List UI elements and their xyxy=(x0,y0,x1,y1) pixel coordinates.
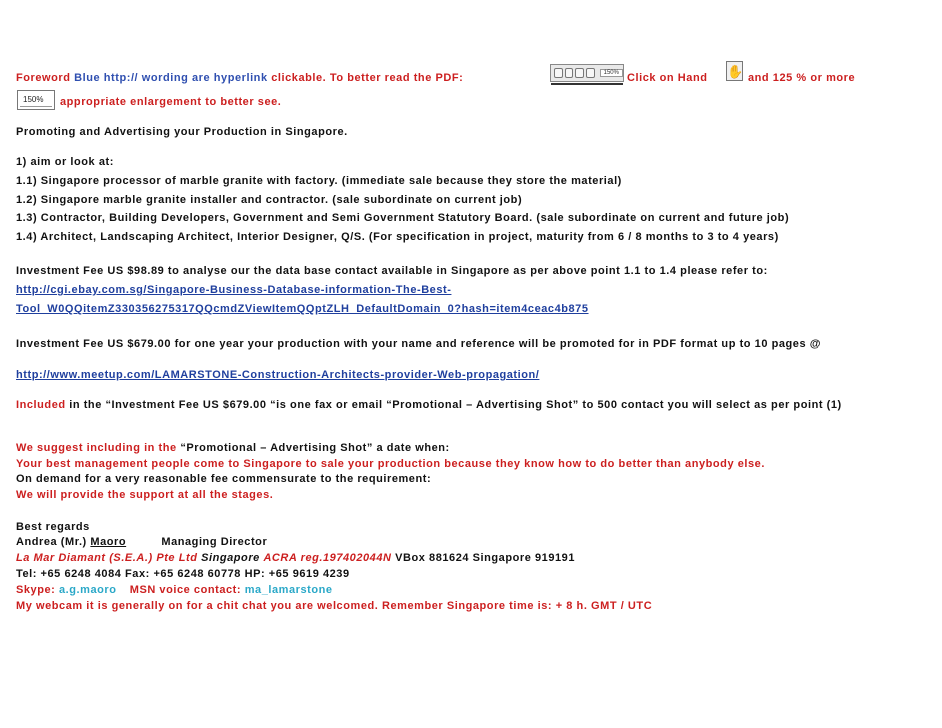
included-line xyxy=(16,399,842,411)
foreword-hyperlink-note: Blue http:// wording are hyperlink xyxy=(74,72,268,84)
foreword-line-1 xyxy=(16,72,463,84)
company-name: La Mar Diamant (S.E.A.) Pte Ltd xyxy=(16,552,198,564)
phone-line: Tel: +65 6248 4084 Fax: +65 6248 60778 HP: +65 9619 4239 xyxy=(16,568,350,580)
zoom-instruction: and 125 % or more xyxy=(748,72,856,84)
toolbar-icon xyxy=(554,68,563,78)
surname: Maoro xyxy=(90,536,127,548)
toolbar-zoom-value: 150% xyxy=(600,69,623,77)
company-city: Singapore xyxy=(201,552,260,564)
aim-item: 1.3) Contractor, Building Developers, Government and Semi Government Statutory Board. (sale subordinate on current and future job) xyxy=(16,212,790,224)
toolbar-icon xyxy=(586,68,595,78)
zoom-level-box xyxy=(17,90,55,110)
toolbar-icon xyxy=(575,68,584,78)
foreword-label: Foreword xyxy=(16,72,71,84)
msn-label: MSN voice contact: xyxy=(129,584,242,596)
investment-fee-2: Investment Fee US $679.00 for one year your production with your name and reference will be promoted for in PDF format up to 10 pages @ xyxy=(16,338,822,350)
included-word: Included xyxy=(16,399,66,411)
suggest-black: “Promotional – Advertising Shot” a date when: xyxy=(180,442,450,454)
skype-line xyxy=(16,584,333,596)
suggest-line-4: We will provide the support at all the stages. xyxy=(16,489,274,501)
suggest-red: We suggest including in the xyxy=(16,442,177,454)
postal-address: VBox 881624 Singapore 919191 xyxy=(395,552,575,564)
suggest-line-1 xyxy=(16,442,450,454)
ebay-link-line-1[interactable]: http://cgi.ebay.com.sg/Singapore-Business-Database-information-The-Best- xyxy=(16,284,452,296)
meetup-link[interactable]: http://www.meetup.com/LAMARSTONE-Construction-Architects-provider-Web-propagation/ xyxy=(16,369,540,381)
intro-heading: Promoting and Advertising your Production in Singapore. xyxy=(16,126,348,138)
investment-fee-1: Investment Fee US $98.89 to analyse our the data base contact available in Singapore as per above point 1.1 to 1.4 please refer to: xyxy=(16,265,768,277)
job-title: Managing Director xyxy=(161,536,268,548)
aim-item: 1.2) Singapore marble granite installer and contractor. (sale subordinate on current job) xyxy=(16,194,523,206)
acra-reg: ACRA reg.197402044N xyxy=(263,552,392,564)
toolbar-icon xyxy=(565,68,574,78)
skype-label: Skype: xyxy=(16,584,56,596)
foreword-instruction: clickable. To better read the PDF: xyxy=(271,72,464,84)
webcam-note: My webcam it is generally on for a chit chat you are welcomed. Remember Singapore time is: + 8 h. GMT / UTC xyxy=(16,600,653,612)
best-regards: Best regards xyxy=(16,521,90,533)
ebay-link-line-2[interactable]: Tool_W0QQitemZ330356275317QQcmdZViewItemQQptZLH_DefaultDomain_0?hash=item4ceac4b875 xyxy=(16,303,589,315)
aim-item: 1.1) Singapore processor of marble granite with factory. (immediate sale because they store the material) xyxy=(16,175,622,187)
foreword-line-2: appropriate enlargement to better see. xyxy=(60,96,282,108)
name-prefix: Andrea (Mr.) xyxy=(16,536,87,548)
zoom-level-value: 150% xyxy=(23,95,44,104)
company-line xyxy=(16,552,575,564)
click-on-hand-text: Click on Hand xyxy=(627,72,708,84)
suggest-line-3: On demand for a very reasonable fee commensurate to the requirement: xyxy=(16,473,432,485)
skype-id[interactable]: a.g.maoro xyxy=(58,584,117,596)
signature-name-line xyxy=(16,536,267,548)
included-text: in the “Investment Fee US $679.00 “is one fax or email “Promotional – Advertising Shot” to 500 contact you will select as per point (1) xyxy=(69,399,842,411)
hand-tool-icon: ✋ xyxy=(726,61,743,81)
aims-heading: 1) aim or look at: xyxy=(16,156,114,168)
suggest-line-2: Your best management people come to Singapore to sale your production because they know how to do better than anybody else. xyxy=(16,458,765,470)
aim-item: 1.4) Architect, Landscaping Architect, Interior Designer, Q/S. (For specification in project, maturity from 6 / 8 months to 3 to 4 years) xyxy=(16,231,779,243)
pdf-toolbar-image xyxy=(550,64,624,82)
msn-id[interactable]: ma_lamarstone xyxy=(244,584,333,596)
